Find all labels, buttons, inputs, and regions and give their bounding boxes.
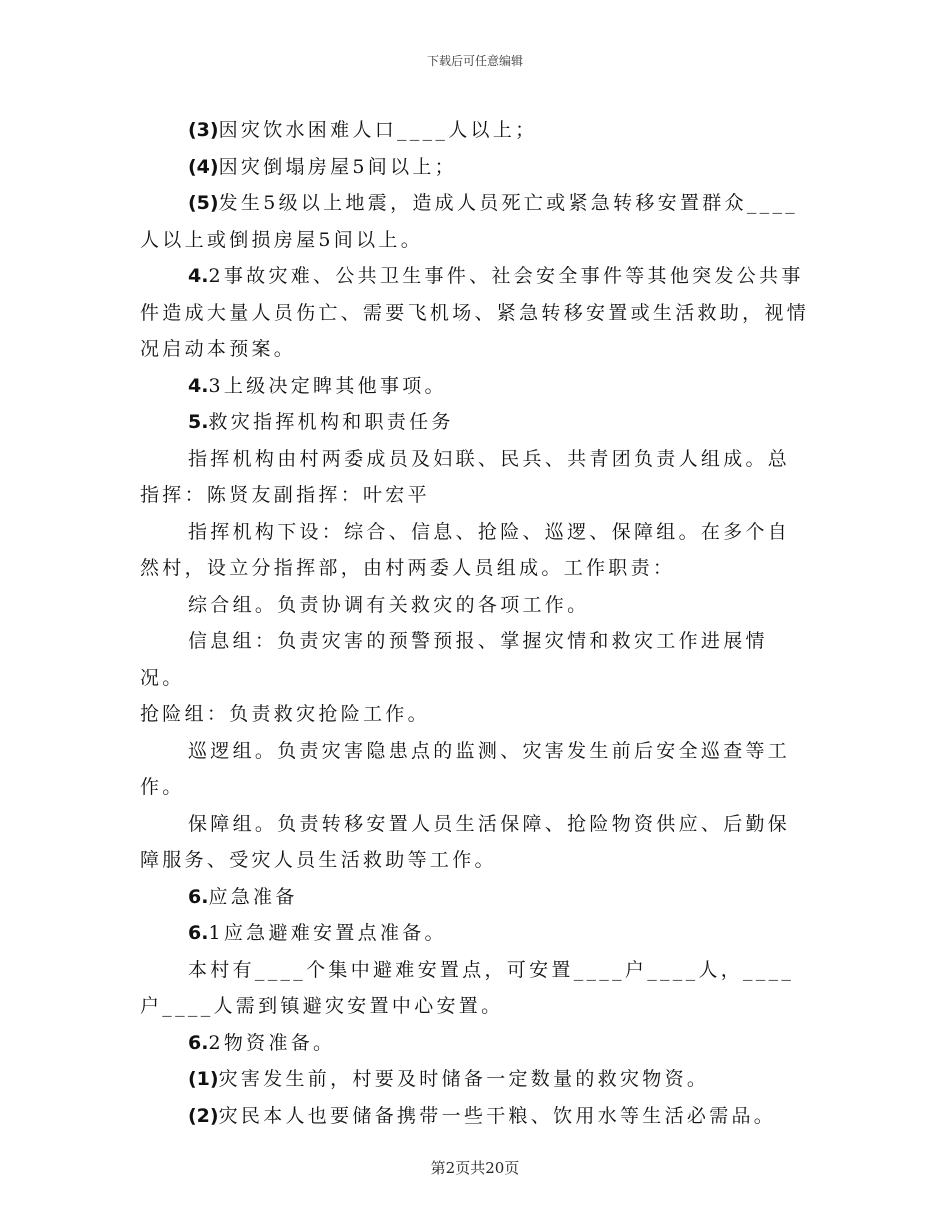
paragraph-text: 灾害发生前，村要及时储备一定数量的救灾物资。 [218,1068,710,1090]
paragraph-text: 巡逻组。负责灾害隐患点的监测、灾害发生前后安全巡查等工作。 [140,739,791,798]
paragraph [140,1098,810,1135]
paragraph-text: 指挥机构下设：综合、信息、抢险、巡逻、保障组。在多个自然村，设立分指挥部，由村两委人员组成。工作职责： [140,520,791,579]
paragraph-text: 发生5级以上地震，造成人员死亡或紧急转移安置群众____人以上或倒损房屋5间以上。 [140,192,799,251]
paragraph [140,404,810,441]
paragraph-number: 5. [188,411,209,433]
paragraph [140,879,810,916]
paragraph [140,112,810,149]
paragraph [140,441,810,514]
paragraph [140,733,810,806]
paragraph [140,587,810,624]
paragraph-number: 4. [188,374,209,397]
paragraph [140,623,810,696]
paragraph [140,149,810,186]
paragraph-number: 6. [188,922,209,944]
paragraph [140,514,810,587]
paragraph-text: 1应急避难安置点准备。 [208,922,447,944]
paragraph-text: 综合组。负责协调有关救灾的各项工作。 [188,593,590,616]
paragraph-number: (5) [188,192,219,214]
document-body [140,112,810,1134]
paragraph-number: (3) [188,119,219,141]
paragraph [140,915,810,952]
paragraph [140,185,810,258]
paragraph-text: 信息组：负责灾害的预警预报、掌握灾情和救灾工作进展情况。 [140,630,768,689]
paragraph-text: 应急准备 [208,885,298,908]
paragraph-number: (4) [188,155,219,178]
paragraph-number: 4. [188,265,209,287]
paragraph-number: 6. [188,885,209,908]
paragraph [140,1061,810,1098]
paragraph-number: (1) [188,1068,219,1090]
paragraph-text: 因灾饮水困难人口____人以上； [218,119,538,141]
paragraph-text: 2事故灾难、公共卫生事件、社会安全事件等其他突发公共事件造成大量人员伤亡、需要飞机场、紧急转移安置或生活救助，视情况启动本预案。 [140,265,810,360]
paragraph [140,368,810,405]
paragraph-text: 本村有____个集中避难安置点，可安置____户____人，____户____人需到镇避灾安置中心安置。 [140,958,795,1017]
paragraph-text: 灾民本人也要储备携带一些干粮、饮用水等生活必需品。 [218,1104,777,1127]
paragraph-text: 2物资准备。 [208,1031,336,1054]
paragraph-text: 保障组。负责转移安置人员生活保障、抢险物资供应、后勤保障服务、受灾人员生活救助等工作。 [140,812,791,871]
page-header-note: 下载后可任意编辑 [426,54,523,68]
page-footer-number: 第2页共20页 [430,1159,520,1177]
paragraph-number: (2) [188,1104,219,1127]
paragraph-text: 指挥机构由村两委成员及妇联、民兵、共青团负责人组成。总指挥：陈贤友副指挥：叶宏平 [140,447,791,506]
paragraph [140,806,810,879]
paragraph-text: 3上级决定睥其他事项。 [208,374,447,397]
paragraph [140,1025,810,1062]
paragraph-text: 抢险组：负责救灾抢险工作。 [140,703,430,725]
paragraph [140,952,810,1025]
paragraph-number: 6. [188,1031,209,1054]
paragraph-text: 救灾指挥机构和职责任务 [208,411,454,433]
paragraph [140,258,810,368]
paragraph [140,696,810,733]
paragraph-text: 因灾倒塌房屋5间以上； [218,155,457,178]
